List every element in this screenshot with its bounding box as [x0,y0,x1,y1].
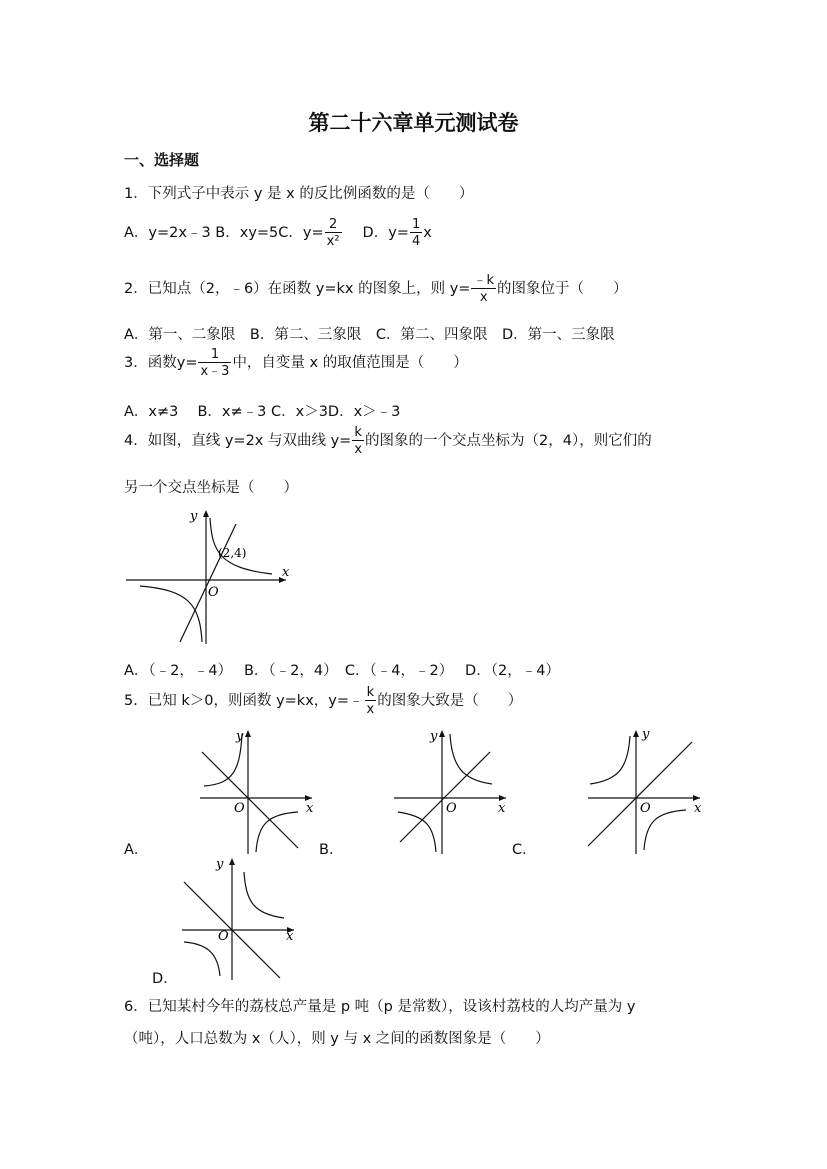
hyperbola-q2 [590,736,630,784]
q5b-y: y [430,729,438,744]
q5a-x: x [306,801,314,816]
q5-frac-num: k [366,685,375,700]
q5c-o: O [640,801,651,816]
line-pos [588,742,692,846]
q3-frac-num: 1 [210,347,220,362]
q4-stem [124,426,652,456]
hyperbola-q1 [244,872,284,918]
q4-line-y2x [180,524,236,642]
q6-line1: 6．已知某村今年的荔枝总产量是 p 吨（p 是常数），设该村荔枝的人均产量为 y [124,999,636,1015]
q2-frac-num: ﹣k [473,273,494,288]
q4-y-arrow [203,510,209,517]
q1-opt-abc: A．y=2x﹣3 B．xy=5C．y= [124,225,324,241]
q5-label-a: A． [124,842,149,858]
q5-graph-b [392,726,517,856]
arrow-y [245,730,251,737]
q4-post: 的图象的一个交点坐标为（2，4），则它们的 [365,433,652,449]
q5a-o: O [234,801,245,816]
page-title: 第二十六章单元测试卷 [308,110,519,135]
hyperbola-q1 [450,734,492,784]
q5-pre: 5．已知 k＞0，则函数 y=kx，y=﹣ [124,693,364,709]
q2-options: A．第一、二象限 B．第二、三象限 C．第二、四象限 D．第一、三象限 [124,327,615,343]
q4-frac-den: x [354,442,363,457]
q2-pre: 2．已知点（2，﹣6）在函数 y=kx 的图象上，则 y= [124,281,471,297]
q5-label-b: B． [319,842,344,858]
q5d-o: O [218,929,229,944]
line-neg [202,752,298,848]
q4-y-label: y [190,509,198,524]
arrow-y [633,730,639,737]
q2-frac [471,274,496,304]
q4-origin: O [208,585,219,600]
q3-frac [198,348,231,378]
q5-stem [124,686,522,716]
q2-stem [124,274,627,304]
q1-opt-d-post: x [423,225,432,241]
q5-post: 的图象大致是（ ） [377,693,523,709]
q4-frac-num: k [354,425,362,440]
q1-stem: 1．下列式子中表示 y 是 x 的反比例函数的是（ ） [124,186,474,202]
q3-y: y= [176,355,198,371]
q1-opt-d: D．y= [362,225,409,241]
q1-frac-c [325,218,342,248]
q5b-o: O [446,801,457,816]
q5-graph-d [180,852,305,982]
hyperbola-q3 [184,942,220,976]
q5a-y: y [236,729,244,744]
section-heading: 一、选择题 [124,151,200,169]
q5-label-d: D． [152,971,178,987]
q5d-y: y [216,857,224,872]
q4-options: A．（﹣2，﹣4） B．（﹣2，4） C．（﹣4，﹣2） D．（2，﹣4） [124,663,560,679]
q5-graph-c [586,726,711,856]
q4-graph [124,506,299,646]
hyperbola-q4 [256,812,298,852]
q1-frac-c-den: x² [326,234,340,249]
q5-graph-a [198,726,323,856]
hyperbola-q3 [398,812,436,852]
q5-frac [365,686,377,716]
q3-options: A．x≠3 B．x≠﹣3 C．x＞3D．x＞﹣3 [124,404,401,420]
q5c-x: x [694,801,702,816]
q3-stem [124,348,468,378]
q4-x-label: x [282,565,290,580]
arrow-y [439,730,445,737]
q3-post: 中，自变量 x 的取值范围是（ ） [232,355,468,371]
q4-frac [352,426,364,456]
q1-frac-d [410,218,422,248]
line-pos [400,752,490,842]
arrow-y [229,858,235,865]
q1-frac-d-num: 1 [411,217,421,232]
q5-label-c: C． [512,842,537,858]
q5c-y: y [642,727,650,742]
hyperbola-q4 [644,810,686,850]
q4-point-label: (2,4) [218,546,247,560]
q3-frac-den: x﹣3 [200,364,230,379]
q4-pre: 4．如图，直线 y=2x 与双曲线 y= [124,433,352,449]
q1-frac-d-den: 4 [411,234,421,249]
q6-line2: （吨），人口总数为 x（人），则 y 与 x 之间的函数图象是（ ） [124,1031,550,1047]
q1-options [124,218,432,248]
q1-frac-c-num: 2 [328,217,338,232]
q5d-x: x [286,929,294,944]
q2-frac-den: x [471,288,496,304]
q5b-x: x [498,801,506,816]
q3-pre: 3．函数 [124,355,177,371]
q4-line2: 另一个交点坐标是（ ） [124,480,298,496]
q2-post: 的图象位于（ ） [496,281,628,297]
q5-frac-den: x [366,702,375,717]
